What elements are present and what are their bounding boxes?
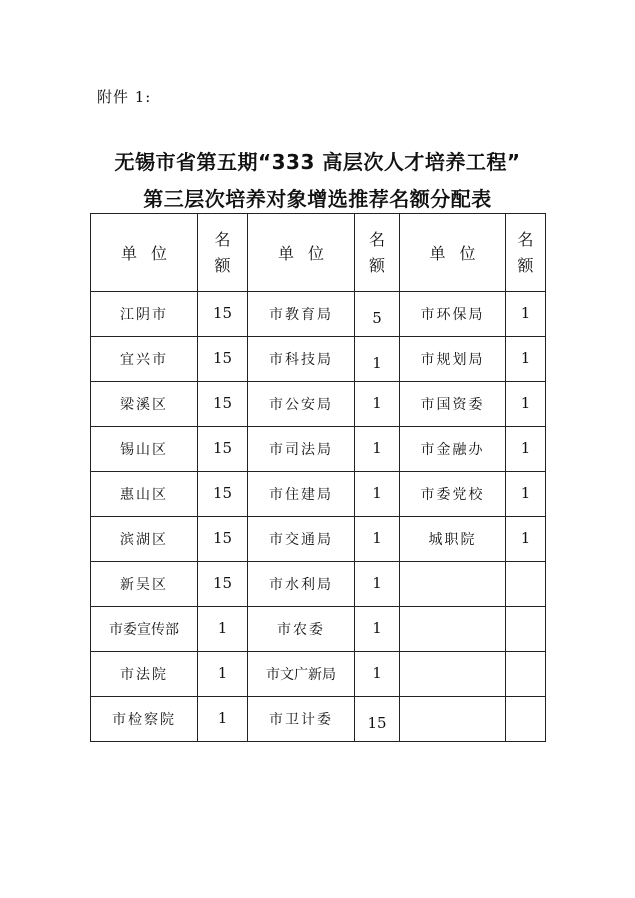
- count-cell: 1: [355, 652, 400, 697]
- header-unit: 单位: [400, 214, 506, 292]
- unit-cell: 市规划局: [400, 337, 506, 382]
- unit-cell: 市交通局: [248, 517, 355, 562]
- unit-cell: 市检察院: [91, 697, 198, 742]
- count-cell: 1: [355, 472, 400, 517]
- unit-cell: 市司法局: [248, 427, 355, 472]
- unit-cell: 市法院: [91, 652, 198, 697]
- unit-cell: 惠山区: [91, 472, 198, 517]
- unit-cell: 市委宣传部: [91, 607, 198, 652]
- count-cell: 1: [355, 337, 400, 382]
- count-cell: 1: [198, 697, 248, 742]
- unit-cell: 市委党校: [400, 472, 506, 517]
- unit-cell: [400, 697, 506, 742]
- unit-cell: [400, 562, 506, 607]
- count-cell: 15: [198, 472, 248, 517]
- unit-cell: [400, 607, 506, 652]
- quota-table: [90, 213, 546, 742]
- count-cell: 1: [506, 427, 546, 472]
- count-cell: 1: [506, 472, 546, 517]
- count-cell: 1: [355, 382, 400, 427]
- table-row: [91, 517, 546, 562]
- unit-cell: 市国资委: [400, 382, 506, 427]
- table-row: [91, 427, 546, 472]
- table-row: [91, 697, 546, 742]
- table-row: [91, 562, 546, 607]
- count-cell: 1: [506, 517, 546, 562]
- unit-cell: 市水利局: [248, 562, 355, 607]
- count-cell: 15: [355, 697, 400, 742]
- count-cell: 1: [355, 562, 400, 607]
- unit-cell: 宜兴市: [91, 337, 198, 382]
- count-cell: 1: [506, 292, 546, 337]
- count-cell: 1: [355, 607, 400, 652]
- count-cell: [506, 607, 546, 652]
- count-cell: [506, 697, 546, 742]
- unit-cell: 市文广新局: [248, 652, 355, 697]
- unit-cell: 市环保局: [400, 292, 506, 337]
- table-row: [91, 382, 546, 427]
- unit-cell: 市卫计委: [248, 697, 355, 742]
- count-cell: 5: [355, 292, 400, 337]
- document-title-line1: 无锡市省第五期“333 高层次人才培养工程”: [114, 150, 521, 174]
- table-row: [91, 337, 546, 382]
- attachment-label: 附件 1:: [97, 88, 152, 106]
- unit-cell: 滨湖区: [91, 517, 198, 562]
- unit-cell: 城职院: [400, 517, 506, 562]
- unit-cell: 梁溪区: [91, 382, 198, 427]
- unit-cell: 市公安局: [248, 382, 355, 427]
- table-row: [91, 472, 546, 517]
- unit-cell: 江阴市: [91, 292, 198, 337]
- count-cell: 15: [198, 337, 248, 382]
- table-row: [91, 652, 546, 697]
- unit-cell: 市教育局: [248, 292, 355, 337]
- header-count: 名 额: [198, 214, 248, 292]
- count-cell: 1: [198, 607, 248, 652]
- count-cell: [506, 652, 546, 697]
- count-cell: 1: [198, 652, 248, 697]
- count-cell: 1: [355, 427, 400, 472]
- count-cell: 15: [198, 382, 248, 427]
- header-count: 名 额: [355, 214, 400, 292]
- count-cell: 15: [198, 517, 248, 562]
- header-count: 名 额: [506, 214, 546, 292]
- count-cell: 1: [355, 517, 400, 562]
- unit-cell: 市住建局: [248, 472, 355, 517]
- count-cell: 15: [198, 292, 248, 337]
- count-cell: 15: [198, 562, 248, 607]
- count-cell: [506, 562, 546, 607]
- table-row: [91, 607, 546, 652]
- unit-cell: [400, 652, 506, 697]
- count-cell: 1: [506, 337, 546, 382]
- count-cell: 1: [506, 382, 546, 427]
- unit-cell: 新吴区: [91, 562, 198, 607]
- table-header-row: [91, 214, 546, 292]
- count-cell: 15: [198, 427, 248, 472]
- unit-cell: 市金融办: [400, 427, 506, 472]
- header-unit: 单位: [248, 214, 355, 292]
- header-unit: 单位: [91, 214, 198, 292]
- unit-cell: 市科技局: [248, 337, 355, 382]
- table-row: [91, 292, 546, 337]
- unit-cell: 锡山区: [91, 427, 198, 472]
- document-title-line2: 第三层次培养对象增选推荐名额分配表: [143, 187, 492, 211]
- unit-cell: 市农委: [248, 607, 355, 652]
